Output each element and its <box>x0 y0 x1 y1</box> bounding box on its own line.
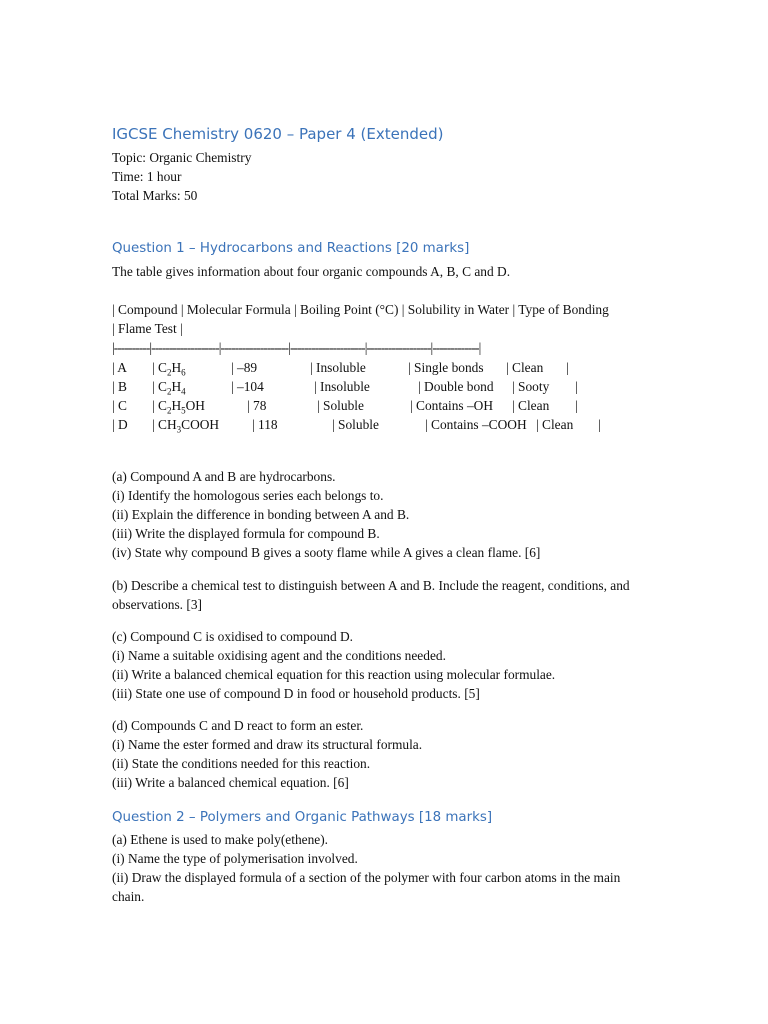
row-bonding: | Contains –COOH <box>425 417 527 432</box>
row-end: | <box>575 398 578 413</box>
meta-total-marks: Total Marks: 50 <box>112 188 198 203</box>
table-row <box>112 396 672 415</box>
table-row <box>112 358 672 377</box>
q1-part-d-iii: (iii) Write a balanced chemical equation. [6] <box>112 775 349 790</box>
row-end: | <box>566 360 569 375</box>
row-bonding: | Contains –OH <box>410 398 494 413</box>
q1-part-d-ii: (ii) State the conditions needed for this reaction. <box>112 756 371 771</box>
row-formula: | $C_2H_6$ <box>152 360 186 378</box>
row-boiling-point: | –104 <box>231 379 264 394</box>
q1-part-c <box>112 627 672 703</box>
row-formula: | $C_2H_4$ <box>152 379 186 397</box>
row-bonding: | Single bonds <box>408 360 484 375</box>
q1-part-b: (b) Describe a chemical test to distinguish between A and B. Include the reagent, conditions, and observations. [3] <box>112 578 630 612</box>
q1-part-d-i: (i) Name the ester formed and draw its structural formula. <box>112 737 423 752</box>
question-2-heading-block <box>112 808 672 827</box>
row-flame-test: | Clean <box>506 360 544 375</box>
row-solubility: | Insoluble <box>314 379 370 394</box>
row-solubility: | Soluble <box>317 398 364 413</box>
q1-part-a-iii: (iii) Write the displayed formula for compound B. <box>112 526 380 541</box>
q1-part-a-i: (i) Identify the homologous series each belongs to. <box>112 488 384 503</box>
question-2-heading: Question 2 – Polymers and Organic Pathways [18 marks] <box>112 810 493 825</box>
row-boiling-point: | –89 <box>231 360 258 375</box>
paper-meta <box>112 148 672 205</box>
table-separator: |----------|-------------------|-------------------|---------------------|------------------|-------------| <box>112 340 481 355</box>
question-1-intro-block <box>112 262 672 281</box>
question-1-intro: The table gives information about four organic compounds A, B, C and D. <box>112 264 511 279</box>
q2-part-a <box>112 830 672 868</box>
row-formula: | $CH_3COOH$ <box>152 417 220 435</box>
row-bonding: | Double bond <box>418 379 494 394</box>
q1-part-d-stem: (d) Compounds C and D react to form an ester. <box>112 718 364 733</box>
row-label: | B <box>112 379 127 394</box>
q1-part-a-stem: (a) Compound A and B are hydrocarbons. <box>112 469 336 484</box>
question-1-heading-block <box>112 239 672 258</box>
row-solubility: | Soluble <box>332 417 379 432</box>
row-end: | <box>598 417 601 432</box>
question-1-heading: Question 1 – Hydrocarbons and Reactions [20 marks] <box>112 241 470 256</box>
table-header-block <box>112 300 672 357</box>
q1-part-a-iv: (iv) State why compound B gives a sooty flame while A gives a clean flame. [6] <box>112 545 541 560</box>
row-label: | D <box>112 417 128 432</box>
table-row <box>112 415 672 434</box>
q1-part-c-ii: (ii) Write a balanced chemical equation for this reaction using molecular formulae. <box>112 667 556 682</box>
q2-part-a-ii: (ii) Draw the displayed formula of a section of the polymer with four carbon atoms in the main chain. <box>112 870 621 904</box>
q1-part-a <box>112 467 672 562</box>
row-flame-test: | Sooty <box>512 379 550 394</box>
q1-part-a-ii: (ii) Explain the difference in bonding between A and B. <box>112 507 410 522</box>
q1-part-c-stem: (c) Compound C is oxidised to compound D. <box>112 629 354 644</box>
row-solubility: | Insoluble <box>310 360 366 375</box>
row-end: | <box>575 379 578 394</box>
q1-part-c-i: (i) Name a suitable oxidising agent and the conditions needed. <box>112 648 446 663</box>
row-label: | C <box>112 398 127 413</box>
table-row <box>112 377 672 396</box>
row-flame-test: | Clean <box>536 417 574 432</box>
table-header-line-1: | Compound | Molecular Formula | Boiling Point (°C) | Solubility in Water | Type of Bonding <box>112 302 609 317</box>
row-boiling-point: | 118 <box>252 417 278 432</box>
paper-title: IGCSE Chemistry 0620 – Paper 4 (Extended) <box>112 125 444 143</box>
row-boiling-point: | 78 <box>247 398 267 413</box>
row-formula: | $C_2H_5OH$ <box>152 398 205 416</box>
table-header-line-2: | Flame Test | <box>112 321 183 336</box>
meta-time: Time: 1 hour <box>112 169 182 184</box>
q2-part-a-stem: (a) Ethene is used to make poly(ethene). <box>112 832 329 847</box>
q1-part-d <box>112 716 672 792</box>
paper-header <box>112 124 672 144</box>
row-flame-test: | Clean <box>512 398 550 413</box>
row-label: | A <box>112 360 127 375</box>
meta-topic: Topic: Organic Chemistry <box>112 150 252 165</box>
q2-part-a-i: (i) Name the type of polymerisation involved. <box>112 851 358 866</box>
q1-part-c-iii: (iii) State one use of compound D in food or household products. [5] <box>112 686 480 701</box>
